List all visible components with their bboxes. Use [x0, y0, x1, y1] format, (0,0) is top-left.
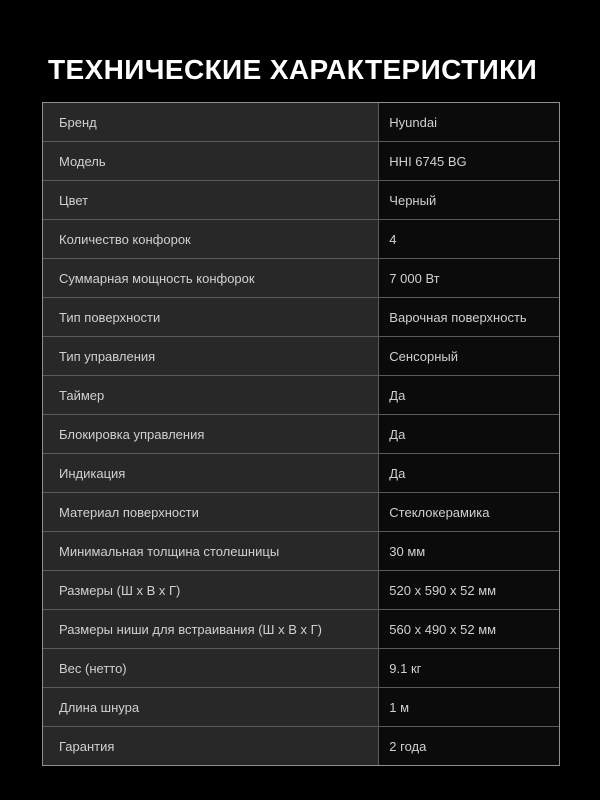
spec-value: Да: [379, 454, 559, 493]
spec-label: Вес (нетто): [43, 649, 379, 688]
table-row: [43, 532, 559, 571]
table-row: [43, 688, 559, 727]
spec-value: 2 года: [379, 727, 559, 766]
spec-table: [43, 103, 559, 765]
page-title: ТЕХНИЧЕСКИЕ ХАРАКТЕРИСТИКИ: [48, 54, 538, 85]
table-row: [43, 610, 559, 649]
spec-value: 520 х 590 х 52 мм: [379, 571, 559, 610]
spec-label: Материал поверхности: [43, 493, 379, 532]
spec-value: 7 000 Вт: [379, 259, 559, 298]
table-row: [43, 571, 559, 610]
spec-value: Сенсорный: [379, 337, 559, 376]
spec-value: Да: [379, 415, 559, 454]
spec-table-body: [43, 103, 559, 765]
table-row: [43, 337, 559, 376]
spec-label: Блокировка управления: [43, 415, 379, 454]
table-row: [43, 415, 559, 454]
table-row: [43, 493, 559, 532]
spec-label: Количество конфорок: [43, 220, 379, 259]
table-row: [43, 649, 559, 688]
spec-label: Суммарная мощность конфорок: [43, 259, 379, 298]
spec-label: Гарантия: [43, 727, 379, 766]
spec-value: Стеклокерамика: [379, 493, 559, 532]
table-row: [43, 103, 559, 142]
spec-value: 30 мм: [379, 532, 559, 571]
spec-value: HHI 6745 BG: [379, 142, 559, 181]
spec-label: Цвет: [43, 181, 379, 220]
spec-value: 1 м: [379, 688, 559, 727]
spec-label: Размеры (Ш х В х Г): [43, 571, 379, 610]
spec-value: Да: [379, 376, 559, 415]
spec-value: Варочная поверхность: [379, 298, 559, 337]
spec-value: 4: [379, 220, 559, 259]
spec-label: Модель: [43, 142, 379, 181]
table-row: [43, 142, 559, 181]
spec-label: Размеры ниши для встраивания (Ш х В х Г): [43, 610, 379, 649]
spec-label: Тип управления: [43, 337, 379, 376]
spec-label: Тип поверхности: [43, 298, 379, 337]
table-row: [43, 376, 559, 415]
table-row: [43, 181, 559, 220]
spec-label: Индикация: [43, 454, 379, 493]
table-row: [43, 298, 559, 337]
table-row: [43, 727, 559, 766]
table-row: [43, 220, 559, 259]
spec-label: Длина шнура: [43, 688, 379, 727]
spec-value: Черный: [379, 181, 559, 220]
table-row: [43, 454, 559, 493]
spec-label: Таймер: [43, 376, 379, 415]
table-row: [43, 259, 559, 298]
spec-value: 560 х 490 х 52 мм: [379, 610, 559, 649]
spec-label: Минимальная толщина столешницы: [43, 532, 379, 571]
spec-label: Бренд: [43, 103, 379, 142]
spec-value: 9.1 кг: [379, 649, 559, 688]
spec-table-container: [42, 102, 560, 766]
spec-value: Hyundai: [379, 103, 559, 142]
